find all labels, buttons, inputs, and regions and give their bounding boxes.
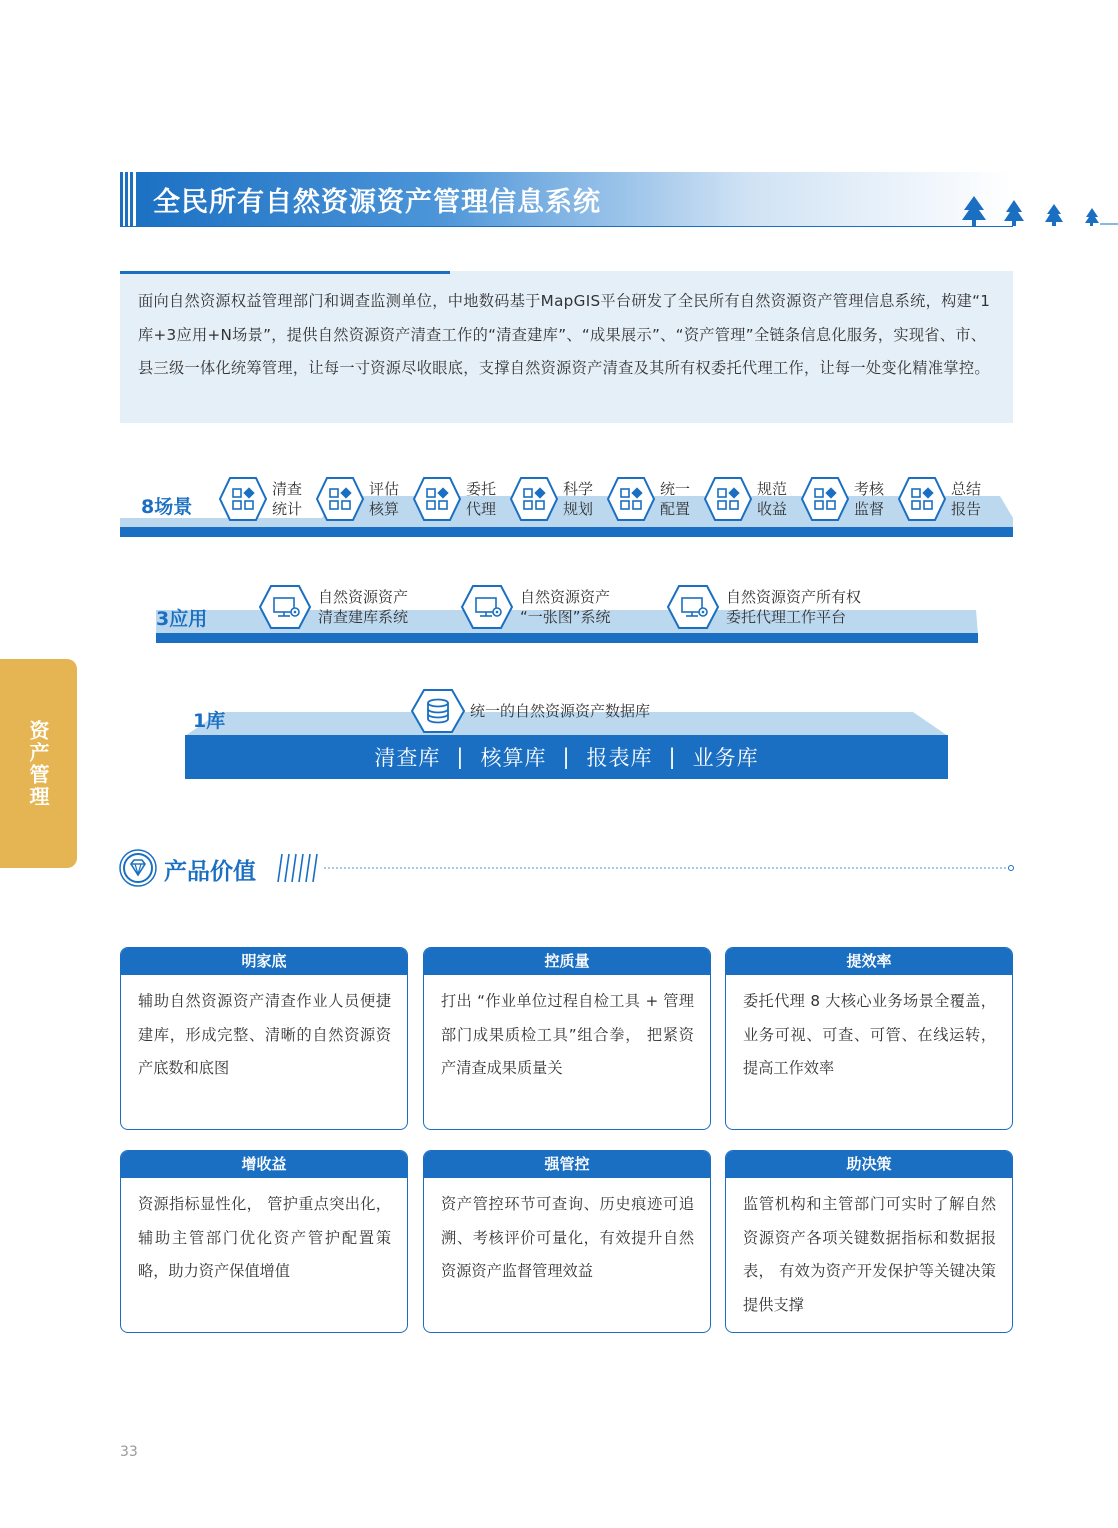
scene-item	[897, 476, 981, 522]
card-title: 强管控	[424, 1151, 710, 1178]
value-card	[120, 947, 408, 1130]
scene-item	[315, 476, 399, 522]
app-line: 自然资源资产	[318, 588, 409, 606]
scene-line: 规划	[563, 500, 594, 518]
library-item: 报表库	[586, 746, 653, 770]
scene-item	[800, 476, 884, 522]
library-separator: |	[562, 745, 571, 769]
apps-label: 3应用	[156, 608, 208, 630]
scene-line: 核算	[369, 500, 400, 518]
scene-line: 总结	[951, 480, 982, 498]
monitor-gear-icon	[258, 584, 312, 630]
title-stripes-decoration	[120, 172, 142, 226]
app-item	[258, 584, 408, 630]
scenes-label: 8场景	[141, 496, 193, 518]
scene-item	[703, 476, 787, 522]
app-item	[460, 584, 611, 630]
section-title-banner	[120, 172, 1013, 226]
grid-icon	[897, 476, 947, 522]
intro-panel	[120, 271, 1013, 423]
card-title: 控质量	[424, 948, 710, 975]
card-body: 资源指标显性化， 管护重点突出化， 辅助主管部门优化资产管护配置策略，助力资产保值增值	[138, 1195, 391, 1280]
grid-icon	[412, 476, 462, 522]
scene-line: 清查	[272, 480, 303, 498]
card-title: 增收益	[121, 1151, 407, 1178]
page-number: 33	[120, 1444, 138, 1460]
scene-line: 监督	[854, 500, 885, 518]
scene-item	[509, 476, 593, 522]
grid-icon	[509, 476, 559, 522]
scene-line: 规范	[757, 480, 788, 498]
library-item: 业务库	[692, 746, 759, 770]
scene-line: 代理	[466, 500, 497, 518]
library-label: 1库	[193, 710, 226, 732]
value-card	[423, 1150, 711, 1333]
monitor-gear-icon	[460, 584, 514, 630]
card-body: 资产管控环节可查询、历史痕迹可追溯、考核评价可量化，有效提升自然资源资产监督管理效益	[441, 1195, 694, 1280]
library-separator: |	[456, 745, 465, 769]
database-icon	[410, 688, 466, 734]
scene-line: 统一	[660, 480, 691, 498]
library-separator: |	[668, 745, 677, 769]
app-line: 自然资源资产	[520, 588, 611, 606]
card-title: 提效率	[726, 948, 1012, 975]
scene-line: 统计	[272, 500, 303, 518]
side-tab-label: 资产管理	[26, 719, 50, 808]
library-bar	[185, 735, 948, 779]
value-card	[423, 947, 711, 1130]
scene-line: 委托	[466, 480, 497, 498]
card-body: 辅助自然资源资产清查作业人员便捷建库，形成完整、清晰的自然资源资产底数和底图	[138, 992, 391, 1077]
value-card	[120, 1150, 408, 1333]
card-title: 助决策	[726, 1151, 1012, 1178]
app-item	[666, 584, 861, 630]
scene-line: 配置	[660, 500, 691, 518]
card-body: 打出 “作业单位过程自检工具 + 管理部门成果质检工具”组合拳， 把紧资产清查成果质量关	[441, 992, 694, 1077]
app-line: “一张图”系统	[520, 608, 611, 626]
card-body: 监管机构和主管部门可实时了解自然资源资产各项关键数据指标和数据报表， 有效为资产开发保护等关键决策提供支撑	[743, 1195, 996, 1314]
library-item: 核算库	[480, 746, 547, 770]
section-side-tab	[0, 659, 77, 868]
value-card	[725, 947, 1013, 1130]
intro-text: 面向自然资源权益管理部门和调查监测单位，中地数码基于MapGIS平台研发了全民所有自然资源资产管理信息系统，构建“1库+3应用+N场景”，提供自然资源资产清查工作的“清查建库”、“成果展示”、“资产管理”全链条信息化服务，实现省、市、县三级一体化统筹管理，让每一寸资源尽收眼底，支撑自然资源资产清查及其所有权委托代理工作，让每一处变化精准掌控。	[138, 292, 991, 377]
product-value-title: 产品价值	[164, 859, 256, 885]
library-caption: 统一的自然资源资产数据库	[410, 688, 650, 734]
app-line: 自然资源资产所有权	[726, 588, 862, 606]
scene-line: 报告	[951, 500, 982, 518]
grid-icon	[800, 476, 850, 522]
monitor-gear-icon	[666, 584, 720, 630]
scene-line: 科学	[563, 480, 594, 498]
grid-icon	[703, 476, 753, 522]
card-body: 委托代理 8 大核心业务场景全覆盖，业务可视、可查、可管、在线运转，提高工作效率	[743, 992, 996, 1077]
scene-item	[606, 476, 690, 522]
card-title: 明家底	[121, 948, 407, 975]
app-line: 委托代理工作平台	[726, 608, 847, 626]
scene-item	[412, 476, 496, 522]
library-item: 清查库	[374, 746, 441, 770]
grid-icon	[606, 476, 656, 522]
page-title: 全民所有自然资源资产管理信息系统	[153, 187, 601, 218]
app-line: 清查建库系统	[318, 608, 409, 626]
scene-line: 评估	[369, 480, 400, 498]
scene-item	[218, 476, 302, 522]
value-card	[725, 1150, 1013, 1333]
product-value-header	[118, 848, 1018, 888]
grid-icon	[218, 476, 268, 522]
scene-line: 收益	[757, 500, 788, 518]
scene-line: 考核	[854, 480, 885, 498]
tree-icon	[950, 190, 1118, 226]
grid-icon	[315, 476, 365, 522]
